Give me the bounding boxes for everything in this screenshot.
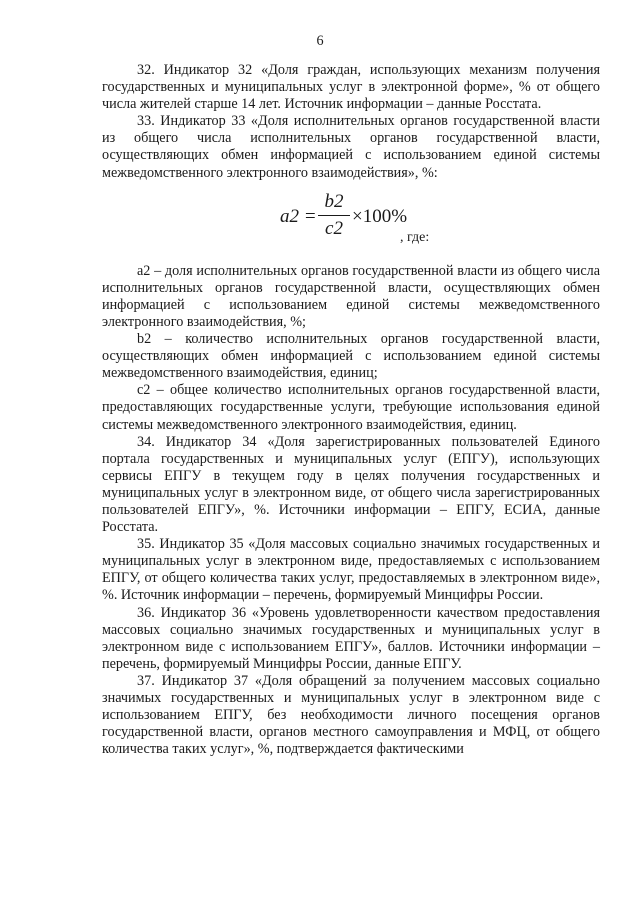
formula-suffix: , где:	[400, 229, 430, 245]
formula-denominator: c2	[325, 217, 343, 239]
page-number: 6	[316, 33, 324, 49]
paragraph-indicator-32: 32. Индикатор 32 «Доля граждан, использующих механизм получения государственных и муниципальных услуг в электронной форме», % от общего числа жителей старше 14 лет. Источник информации – данные Росстата.	[102, 62, 600, 113]
fraction-bar	[318, 215, 350, 216]
paragraph-indicator-35: 35. Индикатор 35 «Доля массовых социально значимых государственных и муниципальных услуг в электронном виде, предоставляемых с использованием ЕПГУ, от общего количества таких услуг, предоставляемых в электронном виде», %. Источник информации – перечень, формируемый Минцифры России.	[102, 536, 600, 604]
paragraph-indicator-37: 37. Индикатор 37 «Доля обращений за получением массовых социально значимых государственных и муниципальных услуг в электронном виде с использованием ЕПГУ, без необходимости личного посещения органов государственной власти, органов местного самоуправления и МФЦ, от общего количества таких услуг», %, подтверждается фактическими	[102, 672, 600, 758]
paragraph-indicator-36: 36. Индикатор 36 «Уровень удовлетворенности качеством предоставления массовых социально значимых государственных и муниципальных услуг в электронном виде с использованием ЕПГУ», баллов. Источники информации – перечень, формируемый Минцифры России, данные ЕПГУ.	[102, 604, 600, 672]
formula-rhs: ×100%	[352, 205, 408, 227]
formula-a2	[102, 191, 600, 257]
formula-lhs: a2 =	[280, 205, 317, 227]
formula-fraction	[318, 191, 350, 240]
paragraph-indicator-34: 34. Индикатор 34 «Доля зарегистрированных пользователей Единого портала государственных и муниципальных услуг (ЕПГУ), использующих сервисы ЕПГУ в текущем году в целях получения государственных и муниципальных услуг в электронном виде, от общего числа зарегистрированных пользователей ЕПГУ», %. Источники информации – ЕПГУ, ЕСИА, данные Росстата.	[102, 433, 600, 536]
paragraph-def-a2: a2 – доля исполнительных органов государственной власти из общего числа исполнительных органов государственной власти, осуществляющих обмен информацией с использованием единой системы межведомственного электронного взаимодействия, %;	[102, 262, 600, 330]
document-body	[102, 62, 600, 758]
paragraph-indicator-33: 33. Индикатор 33 «Доля исполнительных органов государственной власти из общего числа исполнительных органов государственной власти, осуществляющих обмен информацией с использованием единой системы межведомственного электронного взаимодействия», %:	[102, 113, 600, 181]
paragraph-def-c2: c2 – общее количество исполнительных органов государственной власти, предоставляющих государственные услуги, требующие использования единой системы межведомственного электронного взаимодействия, единиц.	[102, 382, 600, 433]
formula-numerator: b2	[324, 190, 344, 212]
paragraph-def-b2: b2 – количество исполнительных органов государственной власти, осуществляющих обмен информацией с использованием единой системы межведомственного взаимодействия, единиц;	[102, 331, 600, 382]
